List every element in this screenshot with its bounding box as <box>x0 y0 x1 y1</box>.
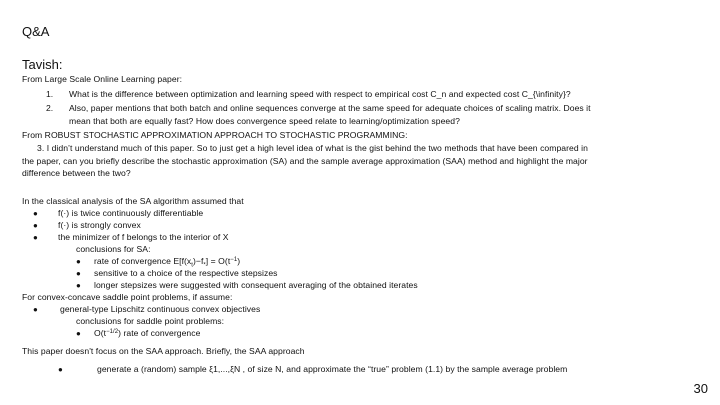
question-2-line-1: Also, paper mentions that both batch and online sequences converge at the same speed for adequate choices of scaling matrix. Does it <box>69 103 591 113</box>
bullet-icon: ● <box>76 269 81 278</box>
slide-title: Q&A <box>22 24 50 39</box>
speaker-label: Tavish: <box>22 57 63 72</box>
saa-item: generate a (random) sample ξ1,...,ξN , of size N, and approximate the “true” problem (1.1) by the sample average problem <box>97 364 568 374</box>
saddle-assumption: general-type Lipschitz continuous convex objectives <box>60 304 261 314</box>
sa-conclusion-item: longer stepsizes were suggested with consequent averaging of the obtained iterates <box>94 280 418 290</box>
question-number-2: 2. <box>46 103 54 113</box>
bullet-icon: ● <box>76 257 81 266</box>
bullet-icon: ● <box>58 365 63 374</box>
page-number: 30 <box>693 381 708 396</box>
question-3-line-1: 3. I didn’t understand much of this paper. So to just get a high level idea of what is the gist behind the two methods that have been compared in <box>37 143 588 153</box>
assumption-item: the minimizer of f belongs to the interior of X <box>58 232 229 242</box>
question-3-line-3: difference between the two? <box>22 168 131 178</box>
saddle-conclusions-label: conclusions for saddle point problems: <box>76 316 225 326</box>
bullet-icon: ● <box>33 221 38 230</box>
robust-heading: From ROBUST STOCHASTIC APPROXIMATION APPROACH TO STOCHASTIC PROGRAMMING: <box>22 130 408 140</box>
bullet-icon: ● <box>33 233 38 242</box>
saddle-intro: For convex-concave saddle point problems, if assume: <box>22 292 233 302</box>
assumption-item: f(·) is strongly convex <box>58 220 141 230</box>
bullet-icon: ● <box>76 329 81 338</box>
large-scale-heading: From Large Scale Online Learning paper: <box>22 74 183 84</box>
classical-intro: In the classical analysis of the SA algorithm assumed that <box>22 196 244 206</box>
bullet-icon: ● <box>33 305 38 314</box>
assumption-item: f(·) is twice continuously differentiable <box>58 208 204 218</box>
question-1-text: What is the difference between optimization and learning speed with respect to empirical cost C_n and expected cost C_{\infinity}? <box>69 89 571 99</box>
rate-of-convergence-saddle: $O(t^{-1/2})$ rate of convergence <box>94 328 201 338</box>
sa-conclusion-item: sensitive to a choice of the respective stepsizes <box>94 268 278 278</box>
question-2-line-2: mean that both are equally fast? How does convergence speed relate to learning/optimization speed? <box>69 116 460 126</box>
sa-conclusions-label: conclusions for SA: <box>76 244 151 254</box>
bullet-icon: ● <box>33 209 38 218</box>
question-3-line-2: the paper, can you briefly describe the stochastic approximation (SA) and the sample average approximation (SAA) method and highlight the major <box>22 156 588 166</box>
bullet-icon: ● <box>76 281 81 290</box>
rate-of-convergence-sa: rate of convergence $E[f(x_t)-f_*] = O(t^{-1})$ <box>94 256 241 269</box>
saa-intro: This paper doesn't focus on the SAA approach. Briefly, the SAA approach <box>22 346 305 356</box>
question-number-1: 1. <box>46 89 54 99</box>
